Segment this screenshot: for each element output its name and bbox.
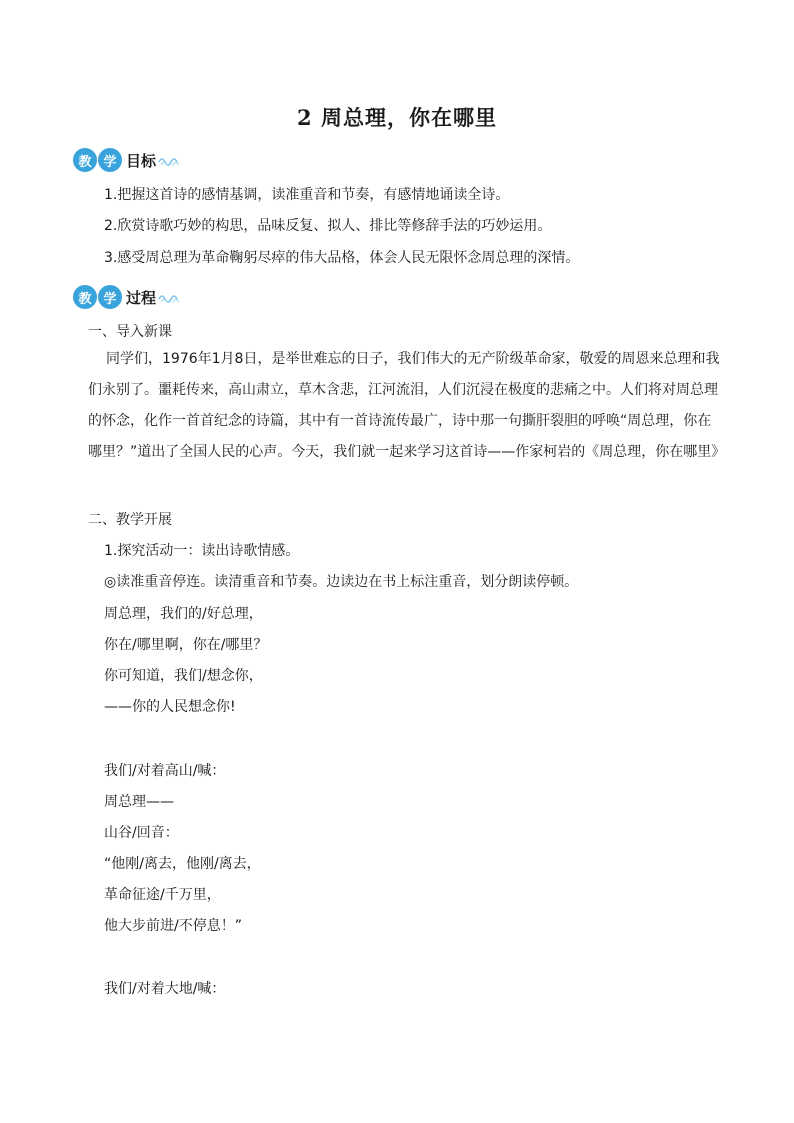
activity-title: 1.探究活动一：读出诗歌情感。 — [104, 543, 300, 559]
activity-instruction: ◎读准重音停连。读清重音和节奏。边读边在书上标注重音，划分朗读停顿。 — [104, 574, 579, 590]
badge-circle: 教 — [73, 148, 97, 172]
poem-line: 山谷/回音： — [104, 825, 179, 841]
wave-decoration-icon — [158, 291, 180, 303]
poem-line: 你可知道，我们/想念你， — [104, 668, 263, 684]
poem-line: 革命征途/千万里， — [104, 887, 221, 903]
poem-line: 我们/对着大地/喊： — [104, 981, 226, 997]
objective-item: 3.感受周总理为革命鞠躬尽瘁的伟大品格，体会人民无限怀念周总理的深情。 — [104, 250, 580, 266]
poem-line: 他大步前进/不停息！” — [104, 918, 242, 934]
section-label: 过程 — [126, 288, 157, 307]
objective-item: 2.欣赏诗歌巧妙的构思，品味反复、拟人、排比等修辞手法的巧妙运用。 — [104, 218, 552, 234]
wave-decoration-icon — [158, 154, 180, 166]
intro-paragraph: 同学们，1976年1月8日，是举世难忘的日子，我们伟大的无产阶级革命家，敬爱的周恩来总理和我们永别了。噩耗传来，高山肃立，草木含悲，江河流泪，人们沉浸在极度的悲痛之中。人们将对周总理的怀念，化作一首首纪念的诗篇，其中有一首诗流传最广，诗中那一句撕肝裂胆的呼唤“周总理，你在哪里？”道出了全国人民的心声。今天，我们就一起来学习这首诗——作家柯岩的《周总理，你在哪里》 — [88, 351, 726, 460]
section-heading: 一、导入新课 — [88, 324, 172, 340]
poem-line: ——你的人民想念你! — [104, 699, 236, 715]
poem-line: 我们/对着高山/喊： — [104, 763, 226, 779]
page-title: 2 周总理，你在哪里 — [297, 105, 497, 130]
badge-circle: 学 — [98, 148, 122, 172]
section-badge-objectives — [73, 147, 180, 173]
section-label: 目标 — [126, 151, 157, 170]
poem-line: 周总理，我们的/好总理， — [104, 606, 263, 622]
section-heading: 二、教学开展 — [88, 512, 172, 528]
section-badge-process — [73, 284, 180, 310]
poem-line: 周总理—— — [104, 794, 174, 810]
badge-circle: 教 — [73, 285, 97, 309]
objective-item: 1.把握这首诗的感情基调，读准重音和节奏，有感情地诵读全诗。 — [104, 187, 510, 203]
poem-line: 你在/哪里啊，你在/哪里？ — [104, 637, 268, 653]
poem-line: “他刚/离去，他刚/离去， — [104, 856, 261, 872]
badge-circle: 学 — [98, 285, 122, 309]
